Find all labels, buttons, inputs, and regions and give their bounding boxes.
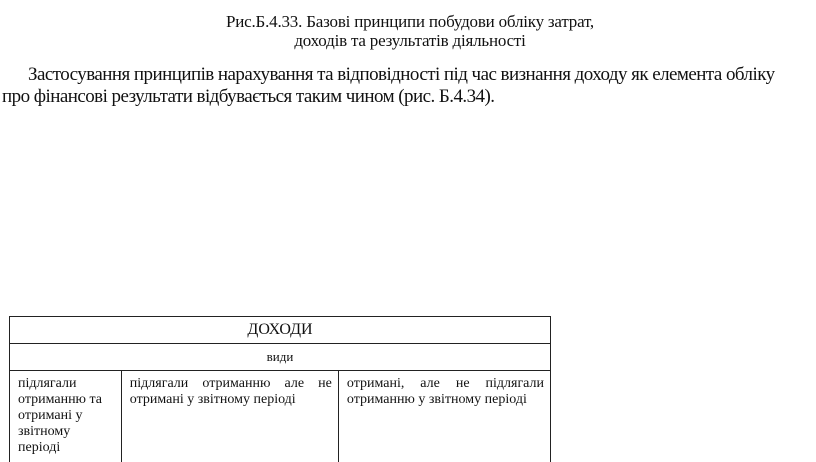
- diagram-subtitle-row: [10, 344, 551, 371]
- income-type-due-not-received: підлягали отриманню але не отримані у звітному періоді: [121, 371, 338, 462]
- diagram-subtitle: види: [10, 344, 551, 371]
- paragraph-line-2: про фінансові результати відбувається таким чином (рис. Б.4.34).: [2, 86, 816, 108]
- paragraph-line-1: Застосування принципів нарахування та відповідності під час визнання доходу як елемента обліку: [2, 64, 816, 86]
- diagram-title: ДОХОДИ: [10, 317, 551, 344]
- income-types-diagram: [9, 316, 551, 462]
- income-type-received-and-due: підлягали отриманню та отримані у звітному періоді: [10, 371, 122, 462]
- income-type-received-not-due: отримані, але не підлягали отриманню у звітному періоді: [338, 371, 550, 462]
- body-paragraph: [2, 64, 816, 108]
- caption-line-2: доходів та результатів діяльності: [200, 31, 620, 50]
- diagram-columns-row: [10, 371, 551, 462]
- caption-line-1: Рис.Б.4.33. Базові принципи побудови обліку затрат,: [200, 12, 620, 31]
- diagram-title-row: [10, 317, 551, 344]
- figure-caption: [200, 12, 620, 50]
